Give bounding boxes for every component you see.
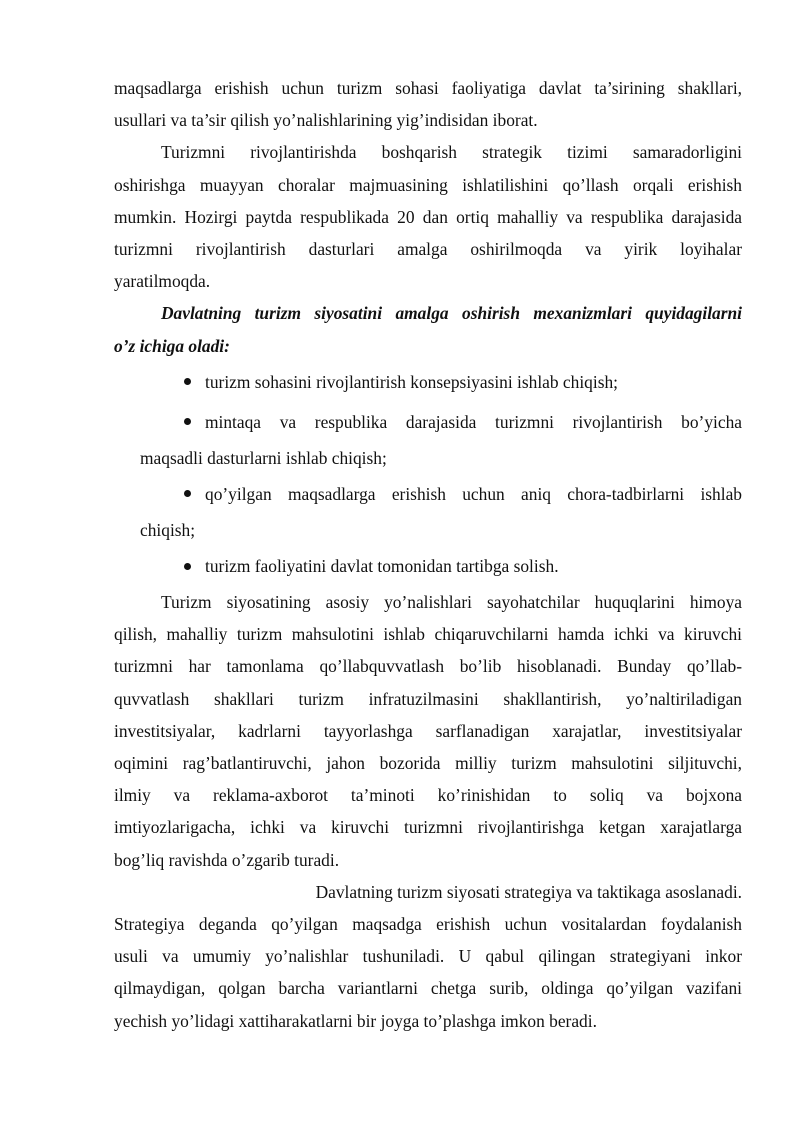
text-line: ilmiy va reklama-axborot ta’minoti ko’rinishidan to soliq va bojxona [114,785,742,806]
text-line: usullari va ta’sir qilish yo’nalishlarining yig’indisidan iborat. [114,110,538,131]
document-page [114,72,742,1037]
text-line: quvvatlash shakllari turizm infratuzilmasini shakllantirish, yo’naltiriladigan [114,688,742,709]
bullet-icon [184,418,191,425]
list-item [114,402,742,474]
text-line: investitsiyalar, kadrlarni tayyorlashga sarflanadigan xarajatlar, investitsiyalar [114,720,742,741]
bullet-icon [184,563,191,570]
list-item [114,474,742,546]
paragraph-intro [114,72,742,136]
text-line: oqimini rag’batlantiruvchi, jahon bozorida milliy turizm mahsulotini siljituvchi, [114,753,742,773]
bullet-icon [184,490,191,497]
heading-line: o’z ichiga oladi: [114,335,230,356]
text-line: qilmaydigan, qolgan barcha variantlarni chetga surib, oldinga qo’yilgan vazifani [114,978,742,999]
section-heading [114,297,742,361]
paragraph-strategy [114,876,742,1037]
text-line: qilish, mahalliy turizm mahsulotini ishlab chiqaruvchilarni hamda ichki va kiruvchi [114,624,742,645]
text-line: imtiyozlarigacha, ichki va kiruvchi turizmni rivojlantirishga ketgan xarajatlarga [114,817,742,838]
text-line: yaratilmoqda. [114,271,211,292]
text-line: Strategiya deganda qo’yilgan maqsadga erishish uchun vositalardan foydalanish [114,913,742,934]
mechanisms-list [114,362,742,586]
list-item-continuation: chiqish; [140,519,196,540]
paragraph-policy-directions [114,586,742,876]
text-line: usuli va umumiy yo’nalishlar tushuniladi. U qabul qilingan strategiyani inkor [114,946,742,967]
list-item [114,362,742,402]
heading-line: Davlatning turizm siyosatini amalga oshirish mexanizmlari quyidagilarni [161,303,742,324]
bullet-icon [184,378,191,385]
text-line: bog’liq ravishda o’zgarib turadi. [114,849,340,870]
list-item [114,546,742,586]
text-line: oshirishga muayyan choralar majmuasining ishlatilishini qo’llash orqali erishish [114,174,742,195]
text-line: Turizmni rivojlantirishda boshqarish strategik tizimi samaradorligini [161,142,742,163]
list-item-text: turizm faoliyatini davlat tomonidan tartibga solish. [205,556,559,577]
list-item-text: mintaqa va respublika darajasida turizmni rivojlantirish bo’yicha [205,411,742,432]
text-line: mumkin. Hozirgi paytda respublikada 20 dan ortiq mahalliy va respublika darajasida [114,206,742,227]
list-item-continuation: maqsadli dasturlarni ishlab chiqish; [140,447,387,468]
text-line: Turizm siyosatining asosiy yo’nalishlari sayohatchilar huquqlarini himoya [161,592,742,613]
list-item-text: qo’yilgan maqsadlarga erishish uchun aniq chora-tadbirlarni ishlab [205,483,742,504]
list-item-text: turizm sohasini rivojlantirish konsepsiyasini ishlab chiqish; [205,371,618,392]
text-line: maqsadlarga erishish uchun turizm sohasi faoliyatiga davlat ta’sirining shakllari, [114,78,742,98]
text-line: turizmni har tamonlama qo’llabquvvatlash bo’lib hisoblanadi. Bunday qo’llab- [114,656,742,677]
paragraph-strategic-system [114,136,742,297]
text-line: Davlatning turizm siyosati strategiya va taktikaga asoslanadi. [315,881,742,902]
text-line: yechish yo’lidagi xattiharakatlarni bir joyga to’plashga imkon beradi. [114,1010,597,1031]
text-line: turizmni rivojlantirish dasturlari amalga oshirilmoqda va yirik loyihalar [114,238,742,259]
